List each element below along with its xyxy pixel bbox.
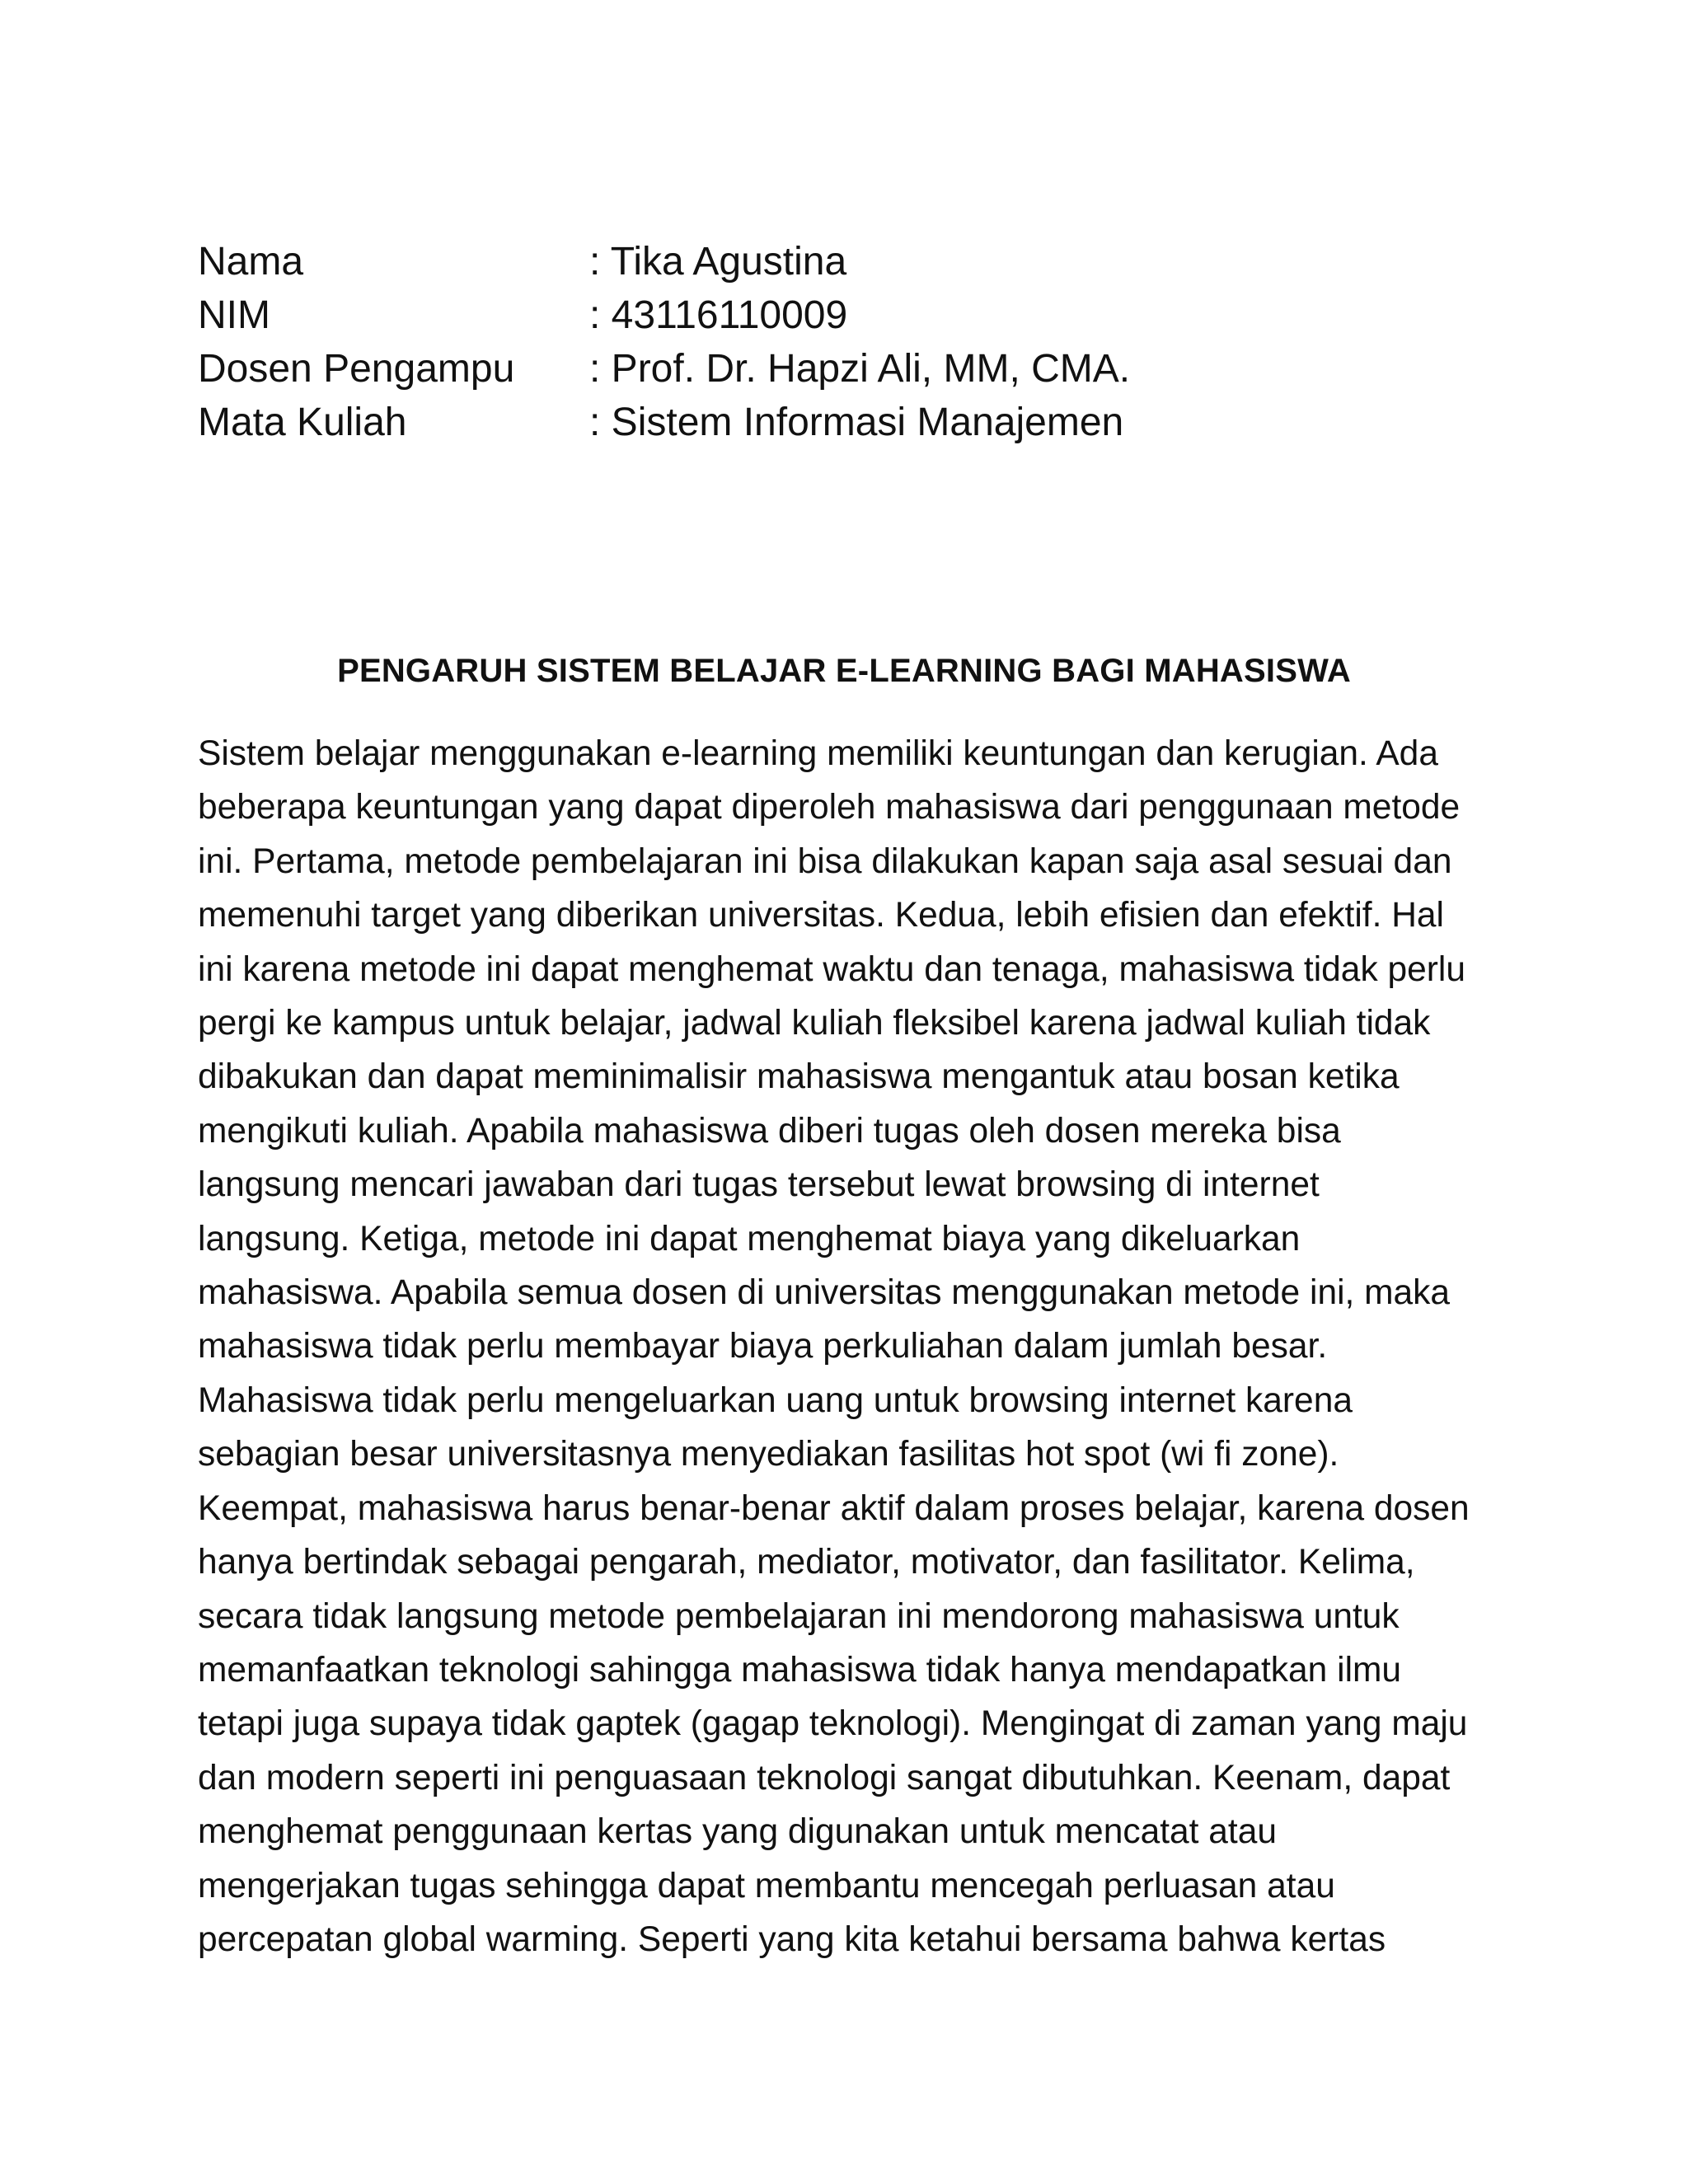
info-value: : Sistem Informasi Manajemen: [589, 401, 1124, 444]
body-line: pergi ke kampus untuk belajar, jadwal kuliah fleksibel karena jadwal kuliah tidak: [198, 1004, 1431, 1043]
body-line: ini. Pertama, metode pembelajaran ini bisa dilakukan kapan saja asal sesuai dan: [198, 841, 1452, 881]
info-row-dosen: [198, 342, 1517, 396]
body-line: menghemat penggunaan kertas yang digunakan untuk mencatat atau: [198, 1812, 1277, 1852]
body-line: secara tidak langsung metode pembelajaran ini mendorong mahasiswa untuk: [198, 1596, 1400, 1636]
body-line: langsung mencari jawaban dari tugas tersebut lewat browsing di internet: [198, 1165, 1320, 1205]
info-value: : Tika Agustina: [589, 240, 847, 284]
body-line: ini karena metode ini dapat menghemat waktu dan tenaga, mahasiswa tidak perlu: [198, 949, 1466, 989]
info-row-nim: [198, 288, 1517, 342]
body-line: Sistem belajar menggunakan e-learning memiliki keuntungan dan kerugian. Ada: [198, 734, 1438, 773]
student-info-block: [198, 235, 1517, 449]
info-label: Dosen Pengampu: [198, 347, 515, 391]
body-line: sebagian besar universitasnya menyediakan fasilitas hot spot (wi fi zone).: [198, 1435, 1339, 1474]
body-line: memenuhi target yang diberikan universitas. Kedua, lebih efisien dan efektif. Hal: [198, 896, 1444, 935]
info-label: NIM: [198, 293, 270, 337]
info-label: Mata Kuliah: [198, 401, 407, 444]
body-line: percepatan global warming. Seperti yang kita ketahui bersama bahwa kertas: [198, 1919, 1386, 1959]
info-label: Nama: [198, 240, 304, 284]
body-line: beberapa keuntungan yang dapat diperoleh mahasiswa dari penggunaan metode: [198, 788, 1461, 827]
body-line: mengerjakan tugas sehingga dapat membantu mencegah perluasan atau: [198, 1866, 1335, 1905]
body-paragraph: [198, 727, 1550, 1966]
info-value: : Prof. Dr. Hapzi Ali, MM, CMA.: [589, 347, 1131, 391]
body-line: hanya bertindak sebagai pengarah, mediator, motivator, dan fasilitator. Kelima,: [198, 1543, 1415, 1582]
document-title: PENGARUH SISTEM BELAJAR E-LEARNING BAGI MAHASISWA: [337, 653, 1351, 689]
body-line: mengikuti kuliah. Apabila mahasiswa diberi tugas oleh dosen mereka bisa: [198, 1111, 1341, 1151]
body-line: Mahasiswa tidak perlu mengeluarkan uang untuk browsing internet karena: [198, 1380, 1353, 1420]
body-line: langsung. Ketiga, metode ini dapat menghemat biaya yang dikeluarkan: [198, 1219, 1301, 1258]
body-line: dan modern seperti ini penguasaan teknologi sangat dibutuhkan. Keenam, dapat: [198, 1758, 1451, 1797]
body-line: Keempat, mahasiswa harus benar-benar aktif dalam proses belajar, karena dosen: [198, 1488, 1470, 1528]
body-line: tetapi juga supaya tidak gaptek (gagap teknologi). Mengingat di zaman yang maju: [198, 1704, 1468, 1744]
body-line: mahasiswa tidak perlu membayar biaya perkuliahan dalam jumlah besar.: [198, 1327, 1328, 1366]
info-row-nama: [198, 235, 1517, 288]
body-line: mahasiswa. Apabila semua dosen di universitas menggunakan metode ini, maka: [198, 1273, 1451, 1313]
body-line: memanfaatkan teknologi sahingga mahasiswa tidak hanya mendapatkan ilmu: [198, 1650, 1402, 1690]
info-row-mata-kuliah: [198, 396, 1517, 449]
body-line: dibakukan dan dapat meminimalisir mahasiswa mengantuk atau bosan ketika: [198, 1057, 1400, 1097]
info-value: : 43116110009: [589, 293, 848, 337]
